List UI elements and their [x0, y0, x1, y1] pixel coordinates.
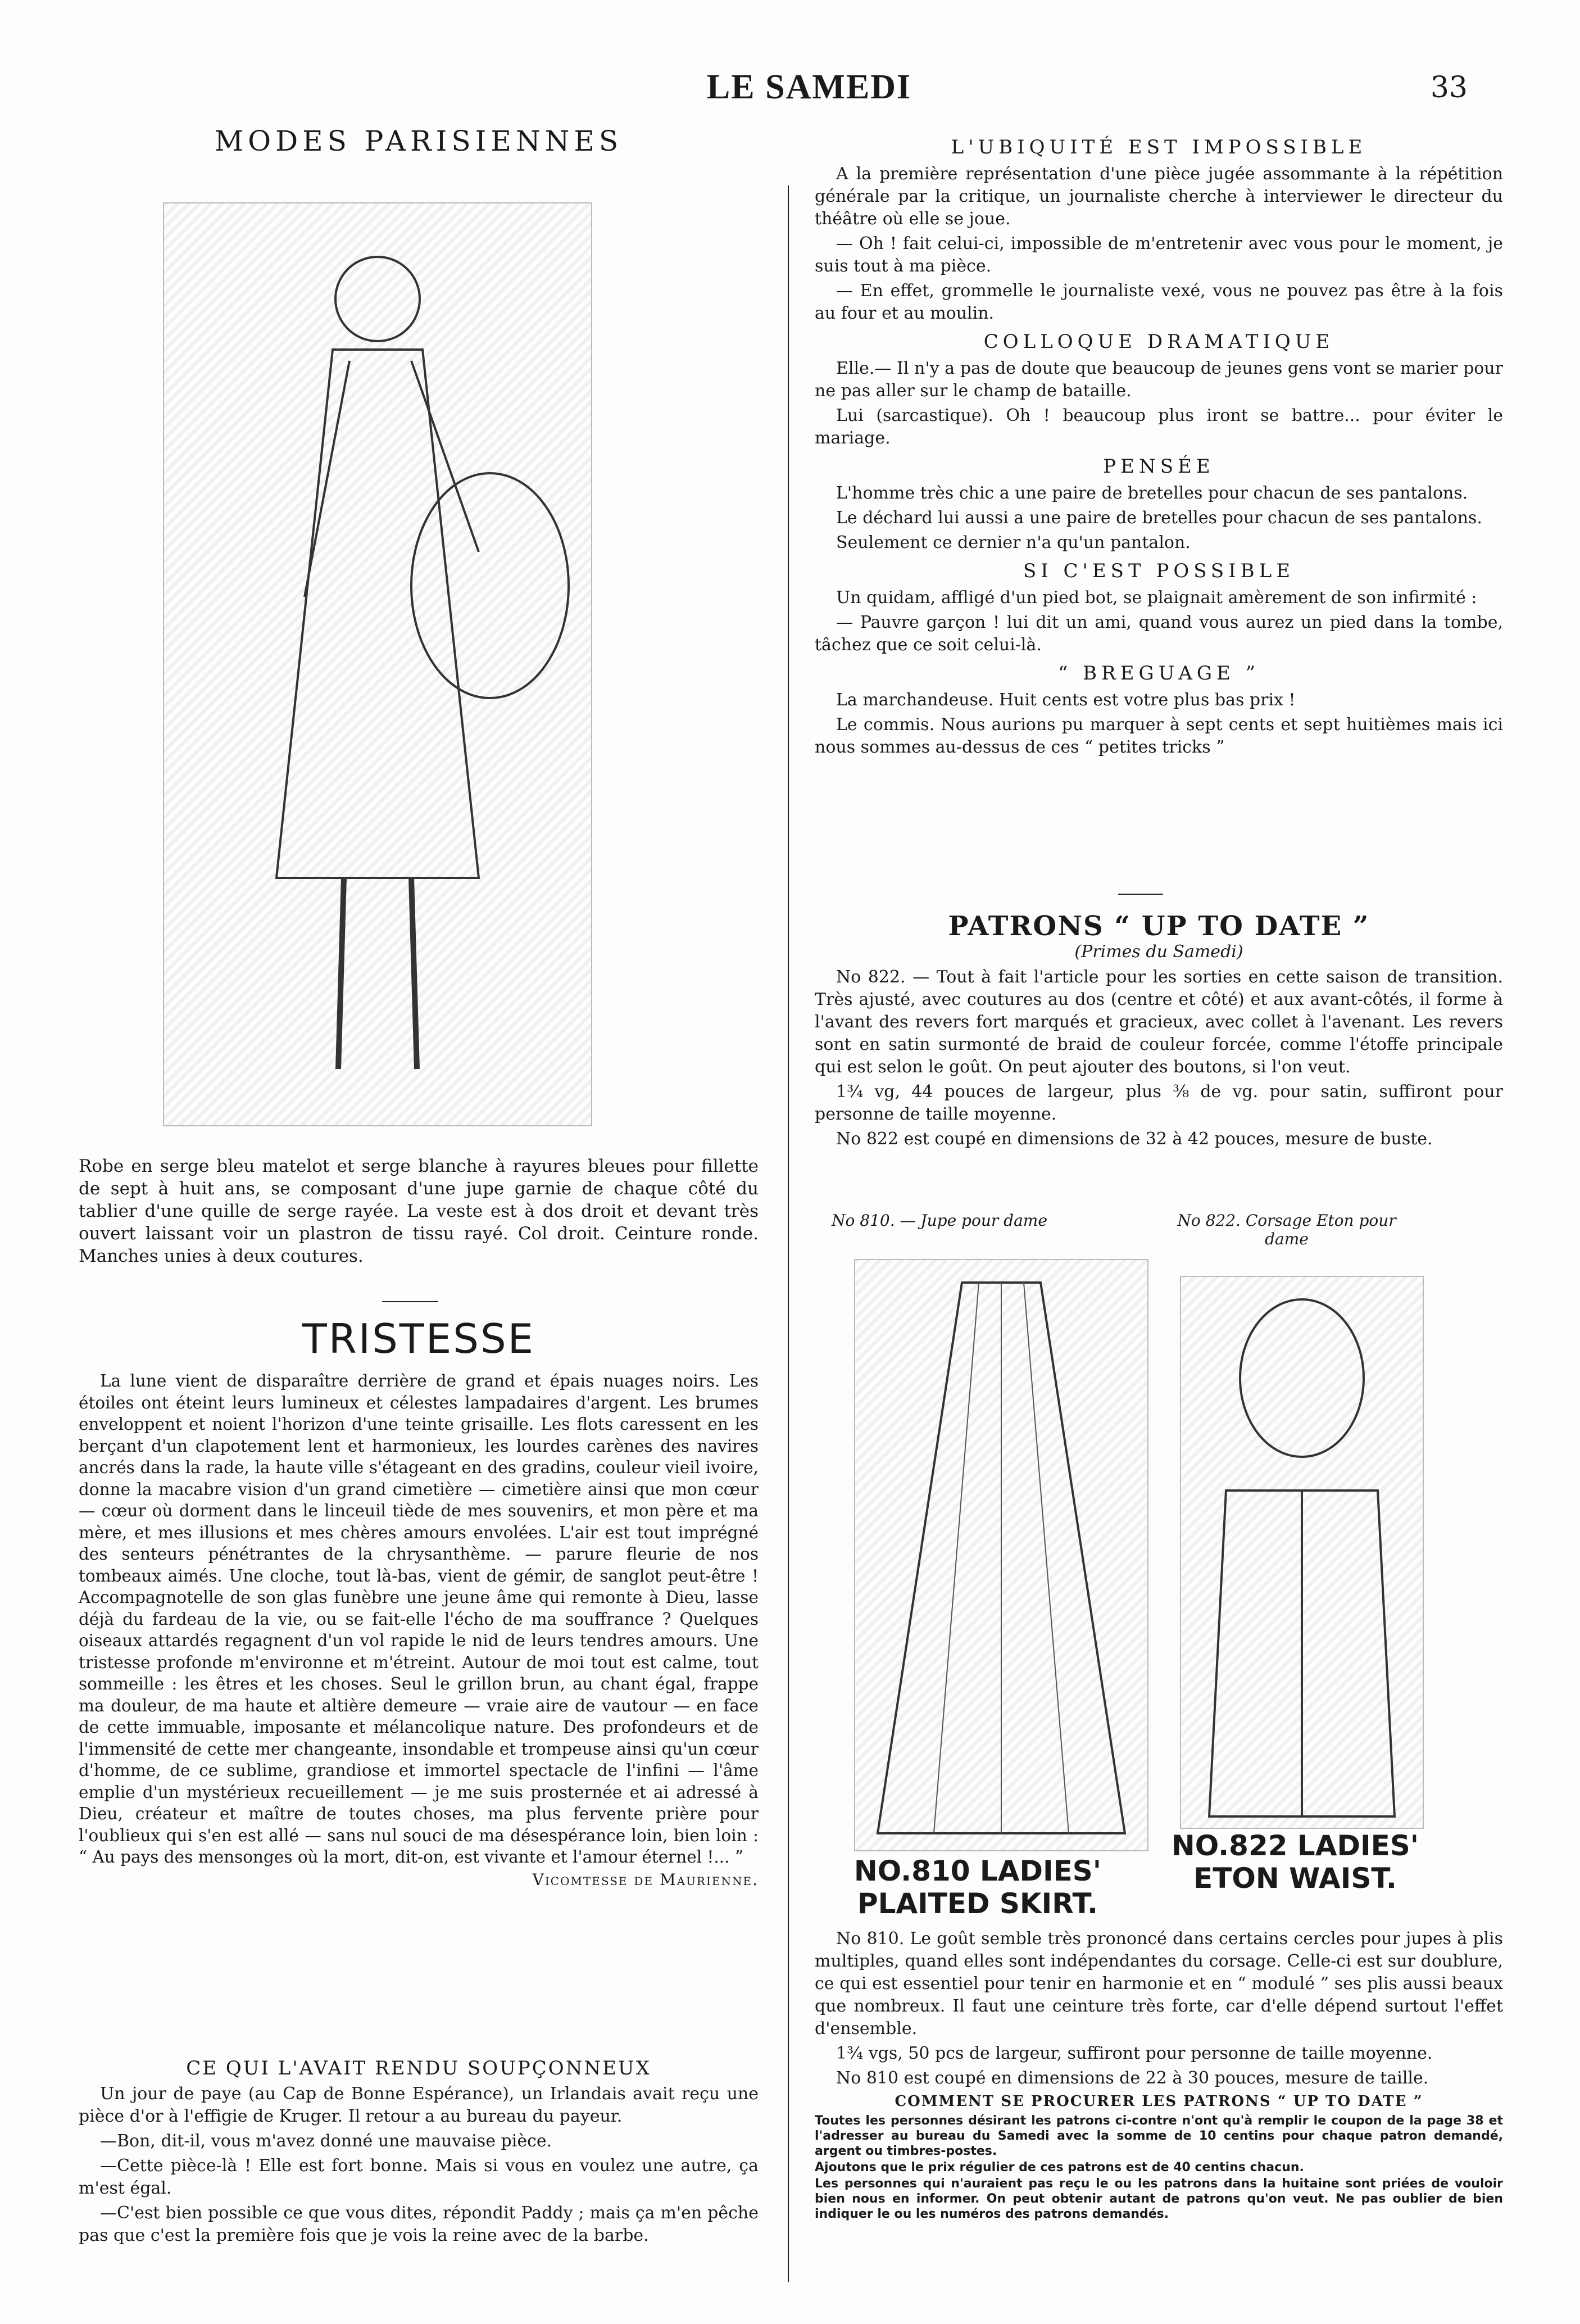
- notice-para: Ajoutons que le prix régulier de ces patrons est de 40 centins chacun.: [815, 2160, 1304, 2174]
- joke-title-4: SI C'EST POSSIBLE: [1023, 560, 1295, 582]
- jokes-block: [815, 130, 1503, 761]
- joke-2-para: Elle.— Il n'y a pas de doute que beaucoup de jeunes gens vont se marier pour ne pas aller sur le champ de bataille.: [815, 359, 1503, 401]
- girl-dress-illustration: [163, 202, 592, 1126]
- patterns-subtitle: (Primes du Samedi): [1074, 942, 1243, 962]
- anecdote-p4: —C'est bien possible ce que vous dites, répondit Paddy ; mais ça m'en pêche pas que c'est la première fois que je vois la reine avec de la barbe.: [79, 2203, 759, 2245]
- skirt-illustration: [854, 1259, 1148, 1851]
- joke-title-2: COLLOQUE DRAMATIQUE: [983, 330, 1334, 353]
- pattern-810-yardage: 1¾ vgs, 50 pcs de largeur, suffiront pour personne de taille moyenne.: [836, 2044, 1433, 2063]
- journal-title: LE SAMEDI: [706, 68, 912, 106]
- patterns-block: [815, 910, 1503, 1153]
- joke-4-para: — Pauvre garçon ! lui dit un ami, quand vous aurez un pied dans la tombe, tâchez que ce soit celui-là.: [815, 613, 1503, 655]
- tristesse-block: [79, 1315, 759, 1889]
- order-notice: [815, 2093, 1503, 2222]
- pattern-822-sizes: No 822 est coupé en dimensions de 32 à 42 pouces, mesure de buste.: [836, 1129, 1433, 1149]
- joke-4-para: Un quidam, affligé d'un pied bot, se plaignait amèrement de son infirmité :: [836, 588, 1477, 608]
- anecdote-p1: Un jour de paye (au Cap de Bonne Espérance), un Irlandais avait reçu une pièce d'or à l'effigie de Kruger. Il retour a au bureau du payeur.: [79, 2084, 759, 2126]
- skirt-icon: [855, 1260, 1147, 1850]
- short-rule: [382, 1301, 438, 1302]
- fashion-caption: Robe en serge bleu matelot et serge blanche à rayures bleues pour fillette de sept à huit ans, se composant d'une jupe garnie de chaque côté du tablier d'une quille de serge rayée. La veste est à dos droit et devant très ouvert laissant voir un plastron de tissu rayé. Col droit. Ceinture ronde. Manches unies à deux coutures.: [79, 1156, 759, 1266]
- tristesse-signature: Vicomtesse de Maurienne.: [532, 1870, 759, 1889]
- fig2-caption-text: No 822. Corsage Eton pour dame: [1177, 1211, 1396, 1248]
- girl-figure-icon: [164, 203, 591, 1125]
- pattern-822-desc: No 822. — Tout à fait l'article pour les sorties en cette saison de transition. Très ajusté, avec coutures au dos (centre et côté) et aux avant-côtés, il forme à l'avant des revers fort marqués et gracieux, avec collet à l'avenant. Les revers sont en satin surmonté de braid de couleur forcée, comme l'étoffe principale qui est selon le goût. On peut ajouter des boutons, si l'on veut.: [815, 967, 1503, 1077]
- fig2-label: NO.822 LADIES' ETON WAIST.: [1171, 1829, 1419, 1895]
- pattern-810-block: [815, 1928, 1503, 2223]
- joke-title-3: PENSÉE: [1103, 455, 1215, 478]
- pattern-810-sizes: No 810 est coupé en dimensions de 22 à 30 pouces, mesure de taille.: [836, 2068, 1429, 2088]
- anecdote-block: [79, 2057, 759, 2249]
- joke-2-para: Lui (sarcastique). Oh ! beaucoup plus iront se battre... pour éviter le mariage.: [815, 406, 1503, 448]
- pattern-810-desc: No 810. Le goût semble très prononcé dans certains cercles pour jupes à plis multiples, quand elles sont indépendantes du corsage. Celle-ci est sur doublure, ce qui est essentiel pour tenir en harmonie et en “ modulé ” ses plis aussi beaux que nombreux. Il faut une ceinture très forte, car d'elle dépend surtout l'effet d'ensemble.: [815, 1929, 1503, 2038]
- notice-para: Toutes les personnes désirant les patrons ci-contre n'ont qu'à remplir le coupon de la page 38 et l'adresser au bureau du Samedi avec la somme de 10 centins pour chaque patron demandé, argent ou timbres-postes.: [815, 2114, 1503, 2158]
- joke-title-5: “ BREGUAGE ”: [1057, 662, 1260, 685]
- anecdote-title: CE QUI L'AVAIT RENDU SOUPÇONNEUX: [186, 2057, 651, 2080]
- anecdote-p3: —Cette pièce-là ! Elle est fort bonne. Mais si vous en voulez une autre, ça m'est égal.: [79, 2156, 759, 2198]
- page-number: 33: [1430, 71, 1468, 105]
- anecdote-p2: —Bon, dit-il, vous m'avez donné une mauvaise pièce.: [100, 2131, 552, 2151]
- joke-1-para: — En effet, grommelle le journaliste vexé, vous ne pouvez pas être à la fois au four et au moulin.: [815, 281, 1503, 323]
- fashion-caption-block: [79, 1155, 759, 1270]
- running-head: [0, 67, 1580, 118]
- column-divider: [788, 185, 789, 2282]
- pattern-822-yardage: 1¾ vg, 44 pouces de largeur, plus ⅜ de vg. pour satin, suffiront pour personne de taille moyenne.: [815, 1082, 1503, 1124]
- short-rule: [1118, 894, 1163, 895]
- fig1-caption-text: No 810. — Jupe pour dame: [832, 1211, 1047, 1230]
- joke-title-1: L'UBIQUITÉ EST IMPOSSIBLE: [951, 136, 1367, 158]
- notice-title: COMMENT SE PROCURER LES PATRONS “ UP TO DATE ”: [895, 2093, 1423, 2110]
- joke-1-para: A la première représentation d'une pièce jugée assommante à la répétition générale par la critique, un journaliste cherche à interviewer le directeur du théâtre où elle se joue.: [815, 164, 1503, 229]
- tristesse-body: La lune vient de disparaître derrière de grand et épais nuages noirs. Les étoiles ont éteint leurs lumineux et célestes lampadaires d'argent. Les brumes enveloppent et noient l'horizon d'une teinte grisaille. Les flots caressent en les berçant d'un clapotement lent et harmonieux, les lourdes carènes des navires ancrés dans la rade, la haute ville s'étageant en des gradins, couleur vieil ivoire, donne la macabre vision d'un grand cimetière — cimetière ainsi que mon cœur — cœur où dorment dans le linceuil tiède de mes souvenirs, et mon père et ma mère, et mes illusions et mes chères amours envolées. L'air est tout imprégné des senteurs pénétrantes de la chrysanthème. — parure fleurie de nos tombeaux aimés. Une cloche, tout là-bas, vient de gémir, de sanglot peut-être ! Accompagnotelle de son glas funèbre une jeune âme qui remonte à Dieu, lasse déjà du fardeau de la vie, ou se fait-elle l'écho de ma souffrance ? Quelques oiseaux attardés regagnent d'un vol rapide le nid de leurs tendres amours. Une tristesse profonde m'environne et m'étreint. Autour de moi tout est calme, tout sommeille : les êtres et les choses. Seul le grillon brun, au chant égal, frappe ma douleur, de ma haute et altière demeure — vraie aire de vautour — en face de cette immuable, imposante et mélancolique nature. Des profondeurs et de l'immensité de cette mer changeante, insondable et trompeuse ainsi qu'un cœur d'homme, de ce sublime, grandiose et immortel spectacle de l'infini — l'âme emplie d'un mystérieux recueillement — je me suis prosternée et ai adressé à Dieu, créateur et maître de toutes choses, ma plus fervente prière pour l'oublieux qui s'en est allé — sans nul souci de ma désespérance loin, bien loin : “ Au pays des mensonges où la mort, dit-on, est vivante et l'amour éternel !... ”: [79, 1371, 759, 1867]
- joke-3-para: Seulement ce dernier n'a qu'un pantalon.: [836, 533, 1191, 552]
- eton-waist-icon: [1181, 1277, 1423, 1828]
- left-column: [79, 125, 759, 157]
- modes-title: MODES PARISIENNES: [214, 125, 623, 157]
- waist-illustration: [1180, 1276, 1424, 1829]
- fig1-caption: [832, 1211, 1169, 1230]
- joke-5-para: Le commis. Nous aurions pu marquer à sept cents et sept huitièmes mais ici nous sommes au-dessus de ces “ petites tricks ”: [815, 715, 1503, 757]
- fig2-caption: [1169, 1211, 1405, 1248]
- fig1-label: NO.810 LADIES' PLAITED SKIRT.: [853, 1855, 1102, 1920]
- notice-para: Les personnes qui n'auraient pas reçu le ou les patrons dans la huitaine sont priées de vouloir bien nous en informer. On peut obtenir autant de patrons qu'on veut. Ne pas oublier de bien indiquer le ou les numéros des patrons demandés.: [815, 2177, 1503, 2221]
- joke-3-para: Le déchard lui aussi a une paire de bretelles pour chacun de ses pantalons.: [836, 508, 1482, 528]
- patterns-title: PATRONS “ UP TO DATE ”: [948, 910, 1370, 942]
- joke-5-para: La marchandeuse. Huit cents est votre plus bas prix !: [836, 690, 1296, 710]
- joke-1-para: — Oh ! fait celui-ci, impossible de m'entretenir avec vous pour le moment, je suis tout à ma pièce.: [815, 234, 1503, 276]
- tristesse-title: TRISTESSE: [302, 1315, 535, 1362]
- joke-3-para: L'homme très chic a une paire de bretelles pour chacun de ses pantalons.: [836, 483, 1468, 503]
